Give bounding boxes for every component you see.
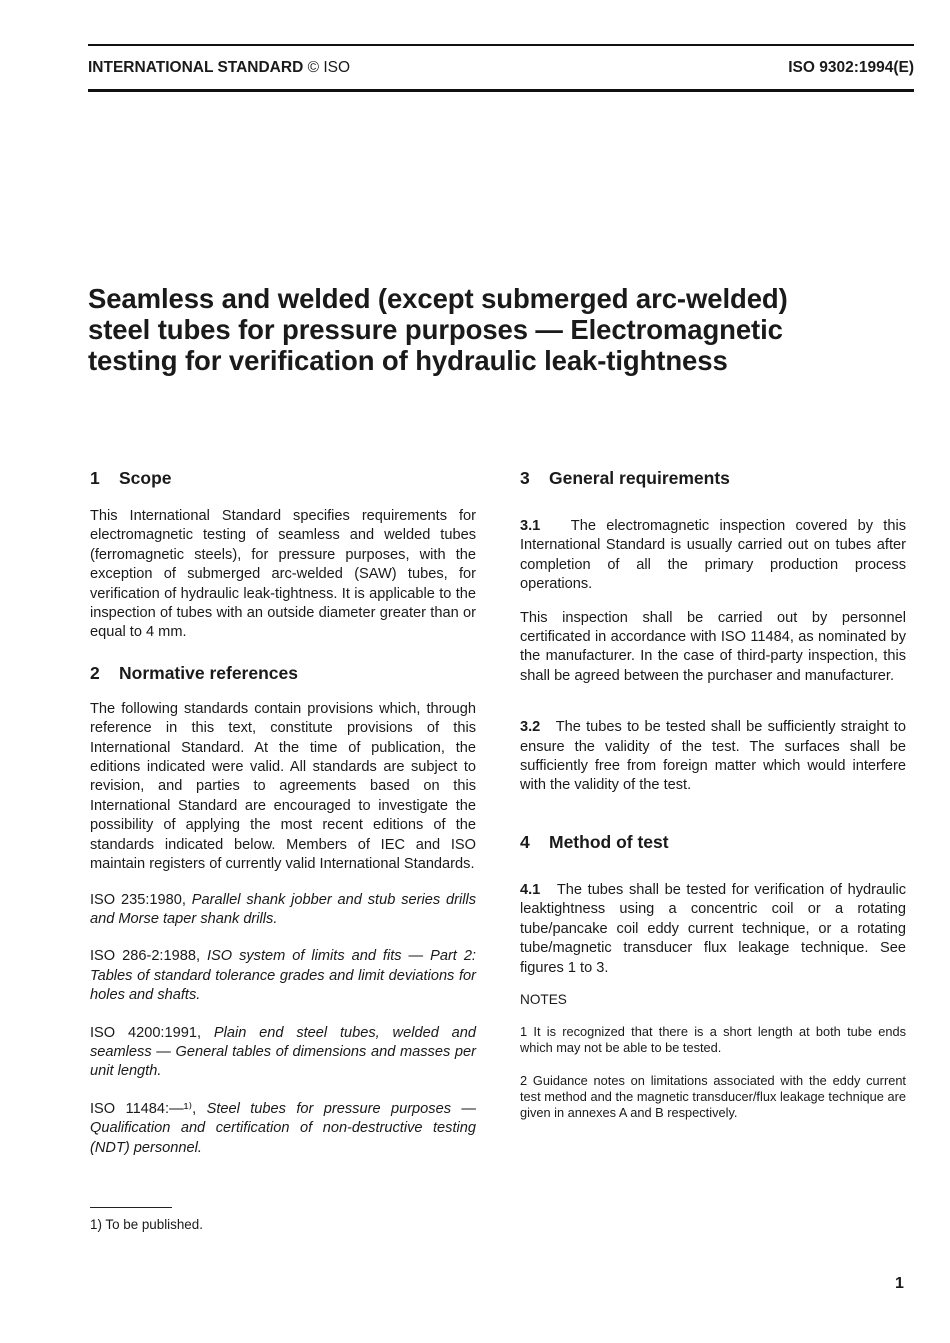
notes-block: [520, 992, 906, 1121]
clause-4-1: 4.1 The tubes shall be tested for verification of hydraulic leaktightness using a concentric coil or a rotating tube/pancake coil eddy current technique, or a rotating tube/magnetic transducer flux leakage technique. See figures 1 to 3.: [520, 881, 906, 976]
section-1-heading: 1 Scope: [90, 468, 172, 488]
document-title: [88, 283, 888, 376]
normative-text: The following standards contain provisions which, through reference in this text, constitute provisions of this International Standard. At the time of publication, the editions indicated were valid. All standards are subject to revision, and parties to agreements based on this International Standard are encouraged to investigate the possibility of applying the most recent editions of the standards indicated below. Members of IEC and ISO maintain registers of currently valid International Standards.: [90, 700, 476, 873]
page-number: 1: [895, 1275, 904, 1292]
header-rule-top: [88, 44, 914, 46]
title-line-1: Seamless and welded (except submerged arc-welded): [88, 283, 788, 314]
note-2: 2 Guidance notes on limitations associated with the eddy current test method and the magnetic transducer/flux leakage technique are given in annexes A and B respectively.: [520, 1072, 906, 1120]
running-header: [88, 59, 914, 81]
header-copyright: © ISO: [307, 59, 351, 76]
title-line-3: testing for verification of hydraulic leak-tightness: [88, 345, 728, 376]
reference-item: ISO 11484:—¹⁾, Steel tubes for pressure purposes — Qualification and certification of non-destructive testing (NDT) personnel.: [90, 1100, 476, 1156]
footnote-rule: [90, 1207, 172, 1208]
header-doc-number: ISO 9302:1994(E): [788, 59, 914, 76]
clause-3-2: 3.2 The tubes to be tested shall be sufficiently straight to ensure the validity of the test. The surfaces shall be sufficiently free from foreign matter which would interfere with the validity of the test.: [520, 719, 907, 794]
header-standard-label: INTERNATIONAL STANDARD: [88, 59, 304, 76]
scope-text: This International Standard specifies requirements for electromagnetic testing of seamless and welded tubes (ferromagnetic steels), for pressure purposes, with the exception of submerged arc-welded (SAW) tubes, for verification of hydraulic leak-tightness. It is applicable to the inspection of tubes with an outside diameter greater than or equal to 4 mm.: [90, 508, 476, 641]
clause-3-1-b: This inspection shall be carried out by personnel certificated in accordance with ISO 11484, as nominated by the manufacturer. In the case of third-party inspection, this shall be agreed between the purchaser and manufacturer.: [520, 609, 906, 684]
footnote: 1) To be published.: [90, 1217, 203, 1232]
header-left: [88, 59, 350, 77]
reference-item: ISO 286-2:1988, ISO system of limits and fits — Part 2: Tables of standard tolerance grades and limit deviations for holes and shafts.: [90, 948, 476, 1004]
notes-label: NOTES: [520, 991, 567, 1007]
clause-3-1: 3.1 The electromagnetic inspection covered by this International Standard is usually carried out on tubes after completion of all the primary production process operations.: [520, 518, 906, 593]
section-3-heading: 3 General requirements: [520, 468, 730, 488]
note-1: 1 It is recognized that there is a short length at both tube ends which may not be able to be tested.: [520, 1024, 906, 1056]
reference-item: ISO 4200:1991, Plain end steel tubes, welded and seamless — General tables of dimensions and masses per unit length.: [90, 1024, 476, 1080]
section-2-heading: 2 Normative references: [90, 662, 298, 683]
right-column: [520, 466, 906, 1121]
reference-item: ISO 235:1980, Parallel shank jobber and stub series drills and Morse taper shank drills.: [90, 891, 476, 927]
header-rule-bottom: [88, 89, 914, 92]
section-4-heading: 4 Method of test: [520, 831, 669, 852]
title-line-2: steel tubes for pressure purposes — Electromagnetic: [88, 314, 783, 345]
left-column: [90, 466, 476, 1158]
